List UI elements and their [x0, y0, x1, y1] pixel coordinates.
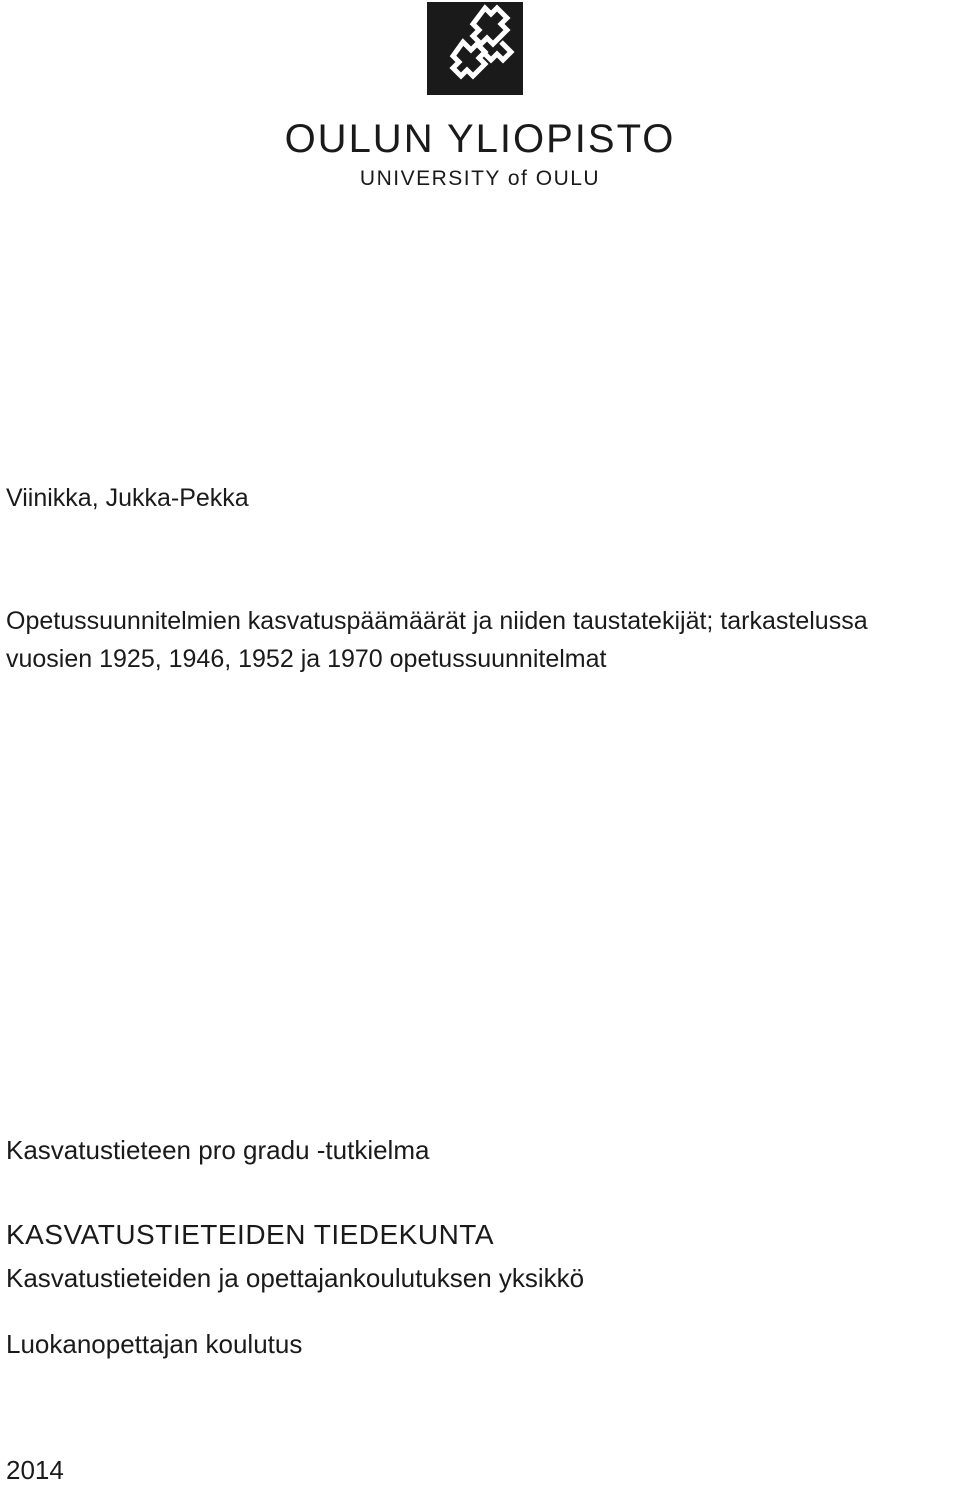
publication-year: 2014: [6, 1455, 64, 1485]
thesis-title-line-1: Opetussuunnitelmien kasvatuspäämäärät ja niiden taustatekijät; tarkastelussa: [6, 607, 868, 635]
author-name: Viinikka, Jukka-Pekka: [6, 484, 249, 512]
university-name-english: UNIVERSITY of OULU: [359, 167, 601, 190]
faculty-name: KASVATUSTIETEIDEN TIEDEKUNTA: [6, 1219, 495, 1250]
university-emblem-icon: [427, 2, 523, 95]
university-name: OULUN YLIOPISTO: [284, 117, 676, 161]
degree-program: Luokanopettajan koulutus: [6, 1329, 303, 1359]
unit-name: Kasvatustieteiden ja opettajankoulutuksen yksikkö: [6, 1263, 585, 1293]
thesis-title-line-2: vuosien 1925, 1946, 1952 ja 1970 opetussuunnitelmat: [6, 645, 607, 673]
thesis-type: Kasvatustieteen pro gradu -tutkielma: [6, 1135, 430, 1165]
